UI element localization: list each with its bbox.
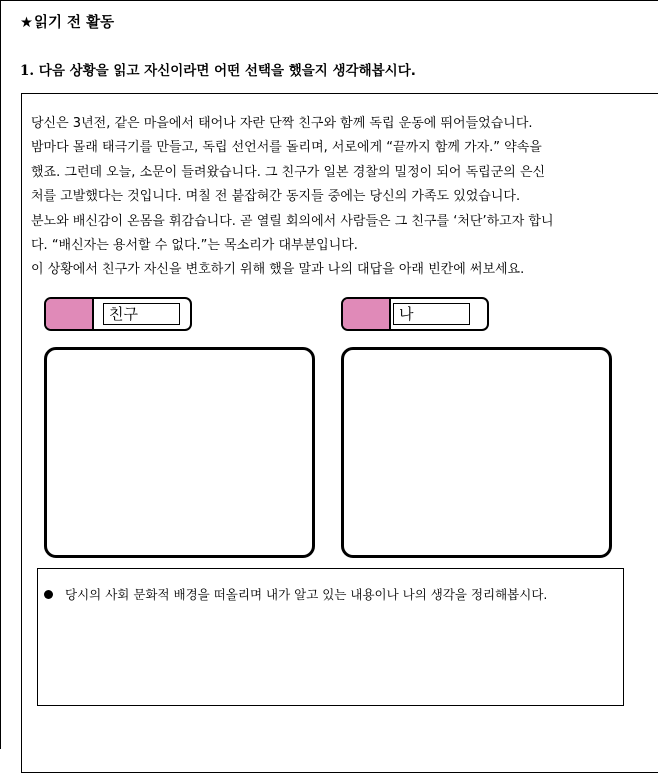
passage-line: 했죠. 그런데 오늘, 소문이 들려왔습니다. 그 친구가 일본 경찰의 밀정이 되어 독립군의 은신 (31, 164, 546, 180)
me-label-accent (343, 299, 391, 329)
friend-label-accent (46, 299, 94, 329)
friend-label-pill (44, 297, 192, 331)
passage-line: 분노와 배신감이 온몸을 휘감습니다. 곧 열릴 회의에서 사람들은 그 친구를 ‘처단’하고자 합니 (31, 213, 554, 229)
background-note-box[interactable] (37, 568, 624, 706)
scenario-passage (31, 112, 658, 283)
passage-line: 처를 고발했다는 것입니다. 며칠 전 붙잡혀간 동지들 중에는 당신의 가족도 있었습니다. (31, 189, 521, 205)
page-left-rule (0, 0, 1, 749)
note-prompt (44, 585, 547, 603)
me-label: 나 (393, 303, 470, 325)
note-text: 당시의 사회 문화적 배경을 떠올리며 내가 알고 있는 내용이나 나의 생각을 정리해봅시다. (65, 587, 548, 602)
passage-line: 당신은 3년전, 같은 마을에서 태어나 자란 단짝 친구와 함께 독립 운동에 뛰어들었습니다. (31, 116, 533, 131)
section-heading (20, 11, 114, 32)
me-label-pill (341, 297, 489, 331)
passage-line: 밤마다 몰래 태극기를 만들고, 독립 선언서를 돌리며, 서로에게 “끝까지 함께 가자.” 약속을 (31, 140, 542, 156)
passage-line: 다. “배신자는 용서할 수 없다.”는 목소리가 대부분입니다. (31, 237, 358, 253)
friend-answer-box[interactable] (44, 347, 315, 558)
me-answer-box[interactable] (341, 347, 612, 558)
question-number: 1. (20, 63, 35, 79)
question-1 (20, 59, 416, 79)
passage-line: 이 상황에서 친구가 자신을 변호하기 위해 했을 말과 나의 대답을 아래 빈칸에 써보세요. (31, 262, 525, 278)
bullet-icon (44, 590, 53, 599)
page-top-rule (0, 0, 658, 1)
heading-title: 읽기 전 활동 (34, 15, 115, 31)
star-icon: ★ (20, 15, 33, 31)
question-text: 다음 상황을 읽고 자신이라면 어떤 선택을 했을지 생각해봅시다. (38, 63, 416, 79)
friend-label: 친구 (103, 303, 180, 325)
